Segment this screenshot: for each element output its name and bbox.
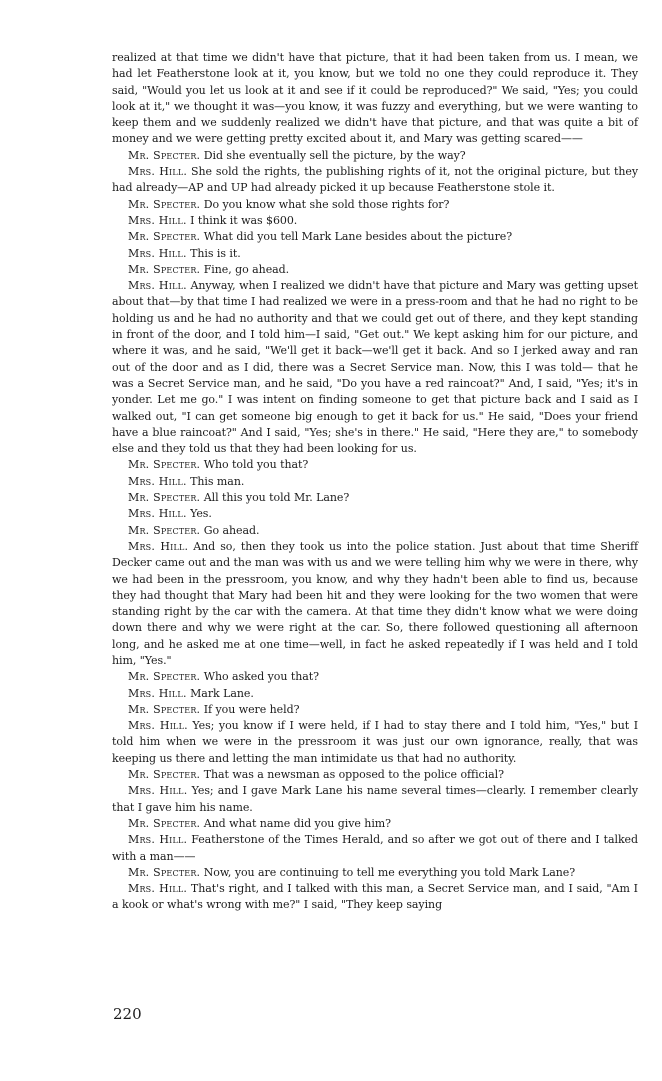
speaker-name: Mrs. Hill.	[128, 213, 187, 227]
paragraph-text: Yes; and I gave Mark Lane his name several times—clearly. I remember clearly that I gave him his name.	[112, 784, 638, 814]
transcript-paragraph	[112, 816, 638, 832]
speaker-name: Mrs. Hill.	[128, 246, 187, 260]
transcript-paragraph	[112, 262, 638, 278]
paragraph-text: All this you told Mr. Lane?	[203, 491, 350, 505]
speaker-name: Mrs. Hill.	[128, 279, 187, 293]
paragraph-text: Who told you that?	[203, 458, 309, 472]
paragraph-text: Anyway, when I realized we didn't have that picture and Mary was getting upset about that—by that time I had realized we were in a press-room and that he had no right to be holding us and he had no authority and that we could get out of there, and they kept standing in front of the door, and I told him—I said, "Get out." We kept asking him for our picture, and where it was, and he said, "We'll get it back—we'll get it back. And so I jerked away and ran out of the door and as I did, there was a Secret Service man. Now, this I was told— that he was a Secret Service man, and he said, "Do you have a red raincoat?" And, I said, "Yes; it's in yonder. Let me go." I was intent on finding someone to get that picture back and I said as I walked out, "I can get someone big enough to get it back for us." He said, "Does your friend have a blue raincoat?" And I said, "Yes; she's in there." He said, "Here they are," to somebody else and they told us that they had been looking for us.	[112, 279, 639, 456]
transcript-paragraph	[112, 523, 638, 539]
transcript-paragraph	[112, 50, 638, 148]
paragraph-text: Now, you are continuing to tell me everything you told Mark Lane?	[203, 865, 576, 879]
speaker-name: Mrs. Hill.	[128, 539, 189, 553]
paragraph-text: She sold the rights, the publishing rights of it, not the original picture, but they had already—AP and UP had already picked it up because Featherstone stole it.	[112, 165, 638, 195]
paragraph-text: Who asked you that?	[203, 670, 319, 684]
paragraph-text: And what name did you give him?	[203, 816, 392, 830]
transcript-paragraph	[112, 278, 638, 457]
speaker-name: Mr. Specter.	[128, 491, 201, 505]
paragraph-text: I think it was $600.	[190, 213, 298, 227]
speaker-name: Mr. Specter.	[128, 523, 201, 537]
speaker-name: Mrs. Hill.	[128, 474, 187, 488]
paragraph-text: Go ahead.	[203, 523, 260, 537]
transcript-paragraph	[112, 213, 638, 229]
speaker-name: Mrs. Hill.	[128, 833, 188, 847]
transcript-paragraph	[112, 767, 638, 783]
transcript-paragraph	[112, 539, 638, 669]
paragraph-text: Fine, go ahead.	[203, 262, 290, 276]
page-number: 220	[113, 1005, 142, 1023]
transcript-paragraph	[112, 457, 638, 473]
speaker-name: Mrs. Hill.	[128, 784, 188, 798]
transcript-paragraph	[112, 865, 638, 881]
paragraph-text: What did you tell Mark Lane besides about the picture?	[203, 230, 513, 244]
speaker-name: Mrs. Hill.	[128, 882, 188, 896]
paragraph-text: Mark Lane.	[190, 686, 254, 700]
speaker-name: Mr. Specter.	[128, 702, 201, 716]
paragraph-text: This is it.	[190, 246, 241, 260]
transcript-paragraph	[112, 718, 638, 767]
transcript-paragraph	[112, 164, 638, 197]
paragraph-text: If you were held?	[203, 702, 300, 716]
speaker-name: Mrs. Hill.	[128, 719, 188, 733]
paragraph-text: This man.	[190, 474, 245, 488]
speaker-name: Mrs. Hill.	[128, 165, 188, 179]
transcript-paragraph	[112, 506, 638, 522]
transcript-page-body	[112, 50, 638, 914]
paragraph-text: Yes; you know if I were held, if I had to stay there and I told him, "Yes," but I told him when we were in the pressroom it was just our own ignorance, really, that was keeping us there and letting the man intimidate us that had no authority.	[112, 719, 638, 765]
transcript-paragraph	[112, 669, 638, 685]
paragraph-text: realized at that time we didn't have that picture, that it had been taken from us. I mean, we had let Featherstone look at it, you know, but we told no one they could reproduce it. They said, "Would you let us look at it and see if it could be reproduced?" We said, "Yes; you could look at it," we thought it was—you know, it was fuzzy and everything, but we were wanting to keep them and we suddenly realized we didn't have that picture, and that was quite a bit of money and we were getting pretty excited about it, and Mary was getting scared——	[112, 51, 638, 146]
speaker-name: Mrs. Hill.	[128, 507, 187, 521]
speaker-name: Mr. Specter.	[128, 230, 201, 244]
transcript-paragraph	[112, 474, 638, 490]
transcript-paragraph	[112, 881, 638, 914]
transcript-paragraph	[112, 246, 638, 262]
speaker-name: Mr. Specter.	[128, 816, 201, 830]
paragraph-text: And so, then they took us into the police station. Just about that time Sheriff Decker came out and the man was with us and we were telling him why we were in there, why we had been in the pressroom, you know, and why they hadn't been able to find us, because they had thought that Mary had been hit and they were looking for the two women that were standing right by the car with the camera. At that time they didn't know what we were doing down there and why we were right at the car. So, there followed questioning all afternoon long, and he asked me at one time—well, in fact he asked repeatedly if I was held and I told him, "Yes."	[112, 539, 638, 667]
transcript-paragraph	[112, 229, 638, 245]
paragraph-text: That's right, and I talked with this man, a Secret Service man, and I said, "Am I a kook or what's wrong with me?" I said, "They keep saying	[112, 882, 638, 912]
speaker-name: Mr. Specter.	[128, 768, 201, 782]
speaker-name: Mrs. Hill.	[128, 686, 187, 700]
transcript-paragraph	[112, 148, 638, 164]
speaker-name: Mr. Specter.	[128, 670, 201, 684]
transcript-paragraph	[112, 490, 638, 506]
speaker-name: Mr. Specter.	[128, 458, 201, 472]
transcript-paragraph	[112, 832, 638, 865]
paragraph-text: Did she eventually sell the picture, by the way?	[203, 148, 466, 162]
paragraph-text: Do you know what she sold those rights for?	[203, 197, 450, 211]
paragraph-text: Featherstone of the Times Herald, and so after we got out of there and I talked with a man——	[112, 833, 639, 863]
transcript-paragraph	[112, 702, 638, 718]
speaker-name: Mr. Specter.	[128, 262, 201, 276]
speaker-name: Mr. Specter.	[128, 148, 201, 162]
paragraph-text: Yes.	[190, 507, 212, 521]
paragraph-text: That was a newsman as opposed to the police official?	[203, 768, 504, 782]
transcript-paragraph	[112, 686, 638, 702]
speaker-name: Mr. Specter.	[128, 197, 201, 211]
transcript-paragraph	[112, 783, 638, 816]
speaker-name: Mr. Specter.	[128, 865, 201, 879]
transcript-paragraph	[112, 197, 638, 213]
